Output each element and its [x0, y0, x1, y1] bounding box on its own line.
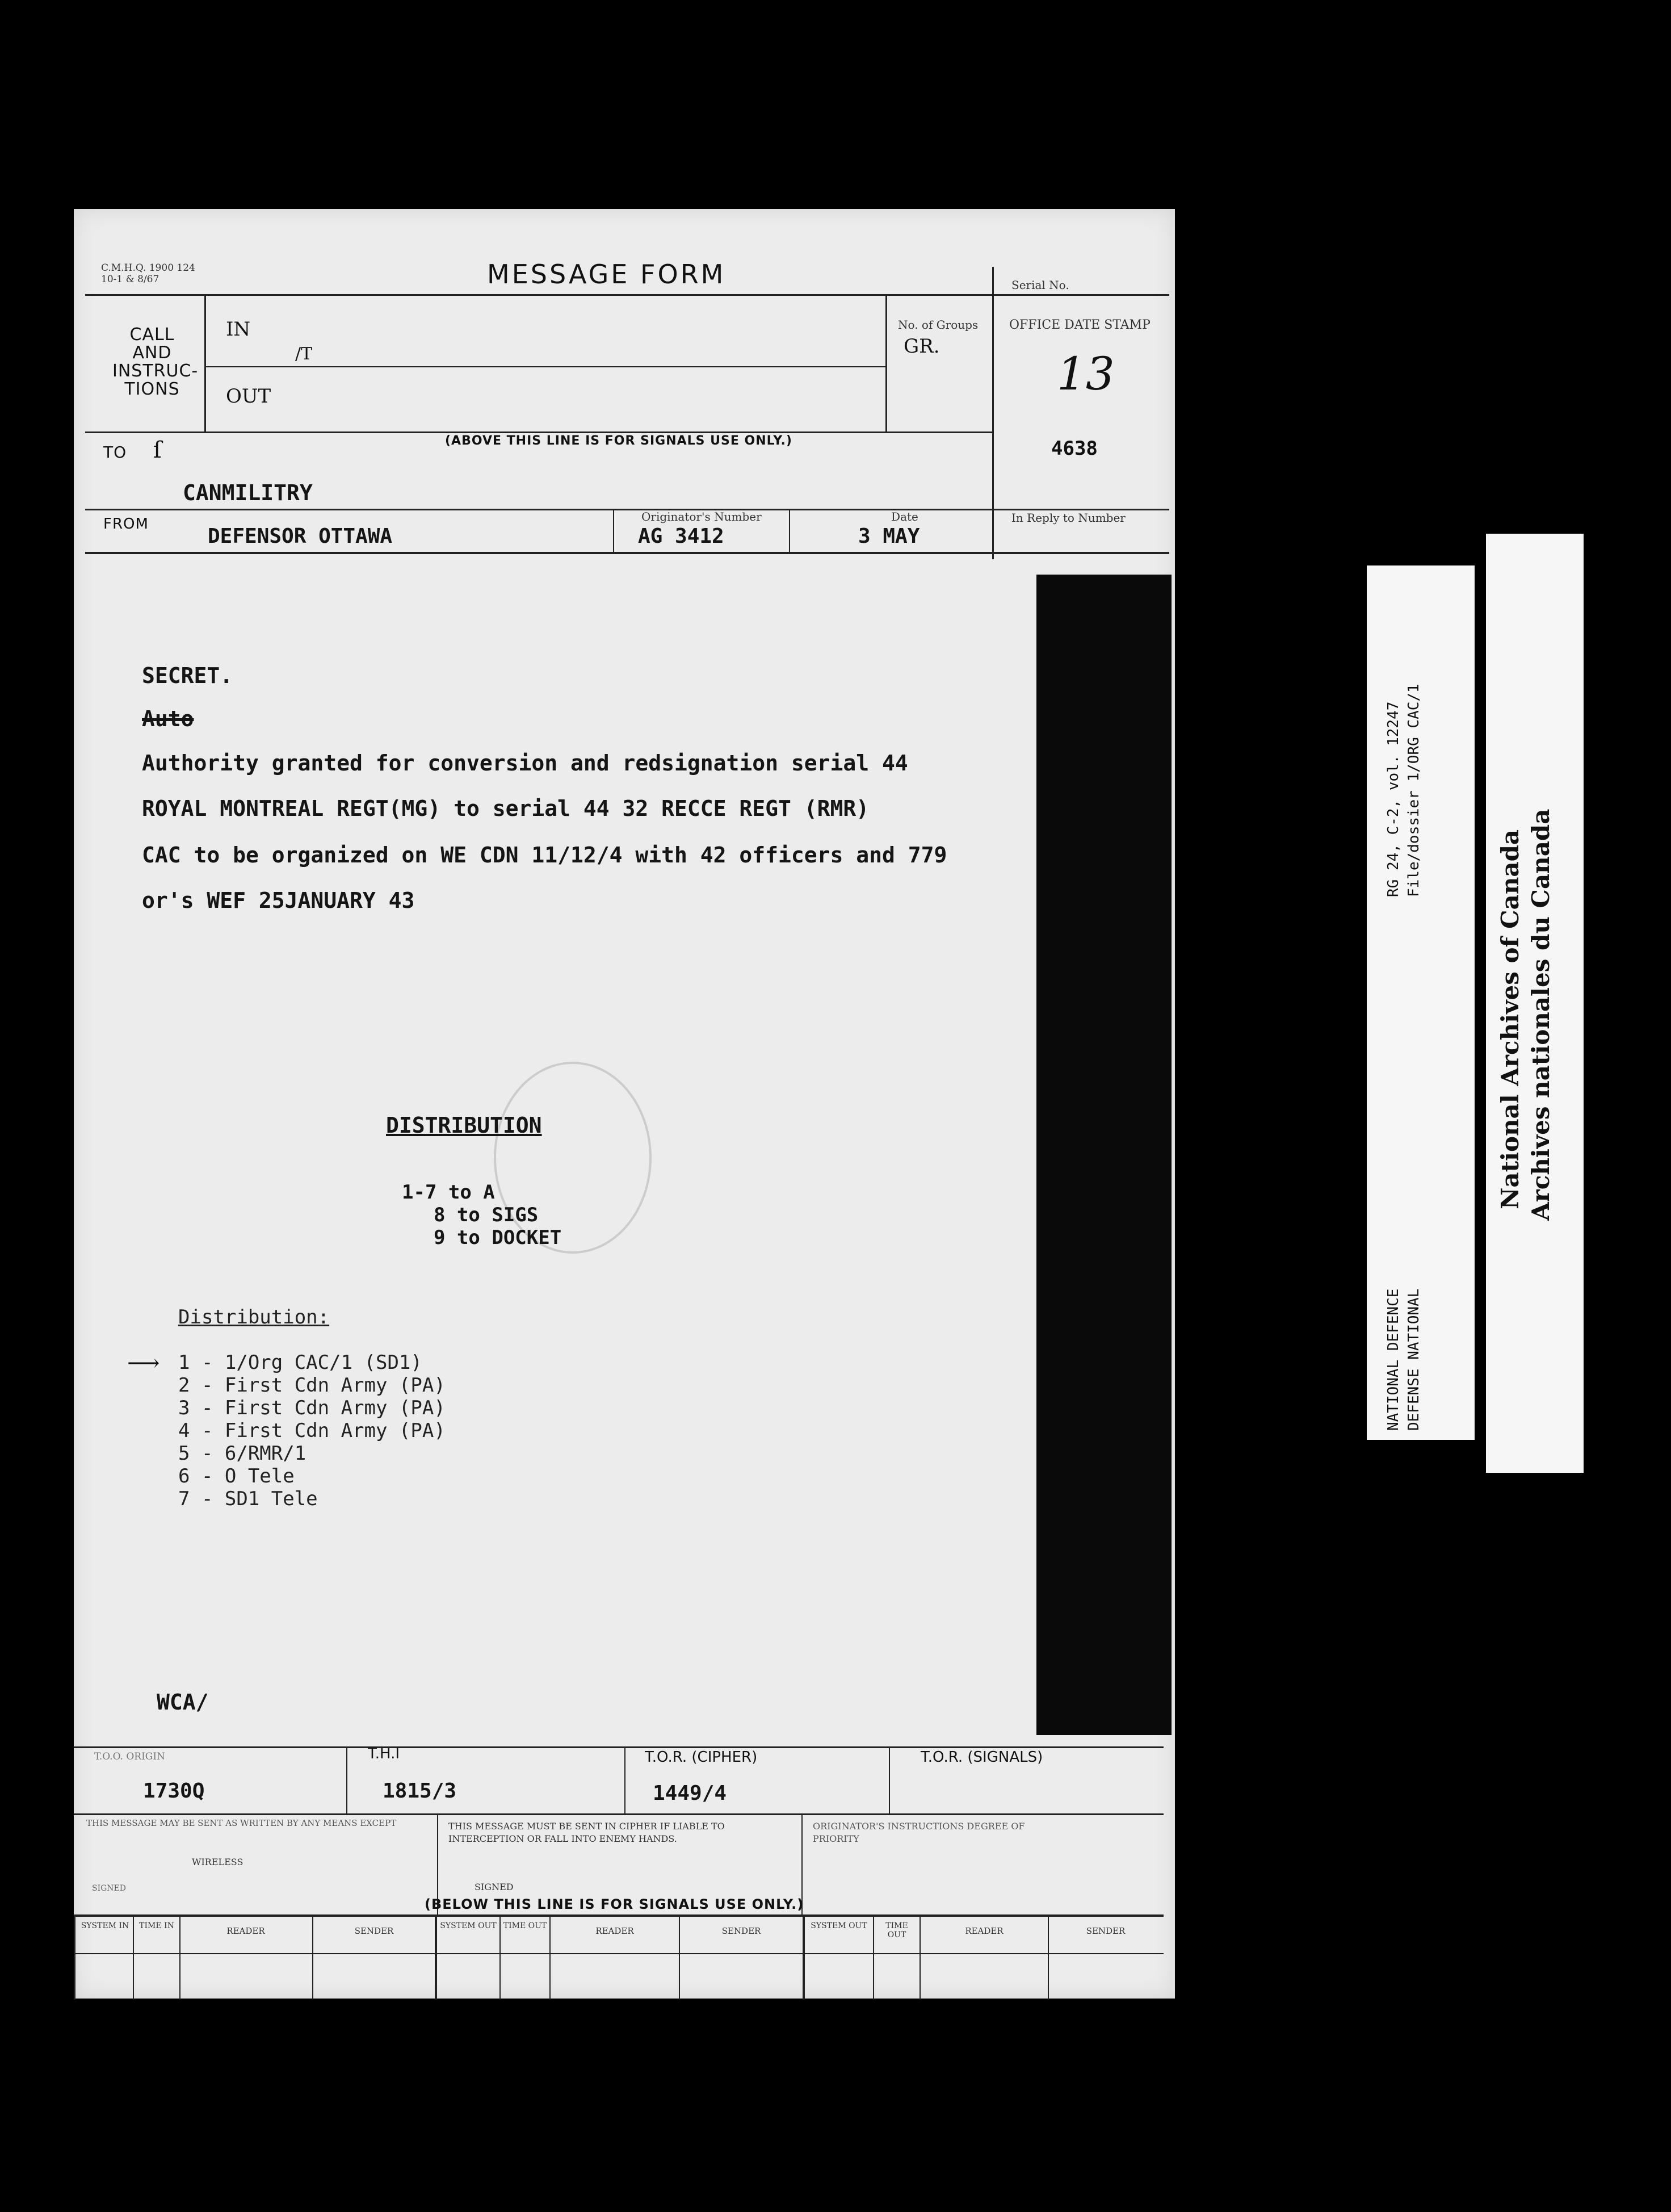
table-col-5 [499, 1917, 501, 2000]
body-line-3: CAC to be organized on WE CDN 11/12/4 with 42 officers and 779 [142, 843, 947, 868]
table-col-6 [549, 1917, 551, 2000]
originator-number-value: AG 3412 [638, 525, 724, 548]
table-col-11 [1048, 1917, 1049, 2000]
rule-thi-left [346, 1746, 347, 1815]
date-value: 3 MAY [858, 525, 920, 548]
archive-ref-line-4: DEFENSE NATIONAL [1405, 1288, 1422, 1431]
distribution2-line-5: 5 - 6/RMR/1 [178, 1442, 307, 1465]
distribution2-line-2: 2 - First Cdn Army (PA) [178, 1374, 446, 1397]
rule-in-out [206, 366, 885, 367]
tor-signals-label: T.O.R. (SIGNALS) [921, 1749, 1043, 1766]
col-sender-1: SENDER [354, 1926, 394, 1936]
distribution-line-3: 9 to DOCKET [434, 1226, 562, 1249]
col-reader-1: READER [226, 1926, 265, 1936]
rule-cipher-left [624, 1746, 625, 1815]
in-label: IN [226, 318, 251, 341]
tor-cipher-label: T.O.R. (CIPHER) [645, 1749, 758, 1766]
cipher-note: THIS MESSAGE MUST BE SENT IN CIPHER IF LIABLE TO INTERCEPTION OR FALL INTO ENEMY HANDS. [448, 1821, 725, 1844]
rule-groups-left [885, 296, 887, 432]
table-col-1 [133, 1917, 134, 2000]
originator-number-label: Originator's Number [641, 510, 762, 523]
rule-footer-mid [74, 1813, 1164, 1815]
form-code-line1: C.M.H.Q. 1900 124 [101, 262, 195, 274]
groups-label: No. of Groups [898, 318, 979, 332]
redacted-area [1036, 575, 1172, 1735]
form-title: MESSAGE FORM [487, 259, 726, 290]
rule-from-bottom [85, 552, 1169, 554]
initials: WCA/ [157, 1690, 209, 1715]
table-col-7 [679, 1917, 680, 2000]
to-value: CANMILITRY [183, 480, 313, 505]
rule-signals [85, 431, 993, 433]
rule-top [85, 294, 1169, 296]
table-header-rule [74, 1953, 1164, 1954]
col-sender-3: SENDER [1086, 1926, 1126, 1936]
table-left [74, 1917, 75, 2000]
message-number: 4638 [1051, 437, 1098, 460]
from-value: DEFENSOR OTTAWA [208, 525, 393, 548]
col-system-in: SYSTEM IN [81, 1921, 129, 1930]
groups-value: GR. [904, 335, 940, 358]
table-col-3 [312, 1917, 313, 2000]
rule-signals-left [889, 1746, 890, 1815]
table-col-10 [920, 1917, 921, 2000]
rule-stamp-left [992, 267, 994, 559]
reply-number-label: In Reply to Number [1011, 511, 1126, 525]
col-sender-2: SENDER [721, 1926, 761, 1936]
table-col-2 [179, 1917, 180, 2000]
col-reader-2: READER [595, 1926, 634, 1936]
rule-from-top [85, 509, 1169, 510]
distribution-line-2: 8 to SIGS [434, 1204, 539, 1226]
in-mark: /T [295, 344, 313, 364]
tor-cipher-value: 1449/4 [653, 1782, 727, 1805]
col-time-in: TIME IN [139, 1921, 174, 1930]
distribution-line-1: 1-7 to A [402, 1181, 495, 1204]
distribution2-line-6: 6 - O Tele [178, 1465, 295, 1488]
office-date-stamp-value: 13 [1057, 347, 1115, 400]
col-system-out-2: SYSTEM OUT [811, 1921, 867, 1930]
arrow-icon: ⟶ [127, 1350, 160, 1376]
table-col-9 [873, 1917, 874, 2000]
thi-value: 1815/3 [383, 1779, 457, 1803]
thi-label: T.H.I [368, 1745, 400, 1762]
signals-use-note: (ABOVE THIS LINE IS FOR SIGNALS USE ONLY.) [445, 434, 792, 448]
rule-footer-top [74, 1746, 1164, 1748]
archive-name-en: National Archives of Canada [1496, 829, 1524, 1209]
date-label: Date [891, 510, 918, 523]
origin-value: 1730Q [143, 1779, 205, 1803]
out-label: OUT [226, 385, 271, 408]
below-signals-note: (BELOW THIS LINE IS FOR SIGNALS USE ONLY.) [425, 1896, 804, 1912]
archive-ref-line-3: NATIONAL DEFENCE [1385, 1288, 1402, 1431]
rule-call-right [204, 296, 206, 432]
rule-date-left [789, 509, 790, 554]
distribution2-line-4: 4 - First Cdn Army (PA) [178, 1419, 446, 1442]
col-reader-3: READER [965, 1926, 1004, 1936]
body-line-4: or's WEF 25JANUARY 43 [142, 888, 415, 913]
table-col-4 [435, 1917, 437, 2000]
classification: SECRET. [142, 663, 233, 688]
table-col-8 [803, 1917, 805, 2000]
signed-label-1: SIGNED [92, 1884, 126, 1893]
archive-ref-line-1: RG 24, C-2, vol. 12247 [1385, 701, 1402, 897]
to-mark-icon: ſ [153, 437, 162, 463]
distribution2-line-7: 7 - SD1 Tele [178, 1488, 318, 1510]
col-time-out-2: TIME OUT [885, 1921, 908, 1939]
form-code-line2: 10-1 & 8/67 [101, 274, 159, 285]
struck-word: Auto [142, 706, 194, 731]
distribution2-line-1: 1 - 1/Org CAC/1 (SD1) [178, 1351, 422, 1374]
originators-instructions: ORIGINATOR'S INSTRUCTIONS DEGREE OF PRIORITY [813, 1821, 1025, 1844]
sent-as-written-note: THIS MESSAGE MAY BE SENT AS WRITTEN BY ANY MEANS EXCEPT [86, 1818, 397, 1828]
origin-label: T.O.O. ORIGIN [94, 1751, 165, 1762]
distribution2-line-3: 3 - First Cdn Army (PA) [178, 1397, 446, 1419]
wireless-label: WIRELESS [192, 1857, 243, 1867]
call-instructions-label: CALL AND INSTRUC- TIONS [112, 325, 199, 399]
body-line-1: Authority granted for conversion and redsignation serial 44 [142, 751, 908, 776]
rule-footer-low [74, 1914, 1164, 1917]
archive-name-fr: Archives nationales du Canada [1527, 808, 1555, 1221]
signed-label-2: SIGNED [475, 1882, 514, 1892]
body-line-2: ROYAL MONTREAL REGT(MG) to serial 44 32 RECCE REGT (RMR) [142, 796, 870, 821]
rule-originator-left [613, 509, 614, 554]
to-label: TO [103, 443, 127, 462]
archive-ref-line-2: File/dossier 1/ORG CAC/1 [1405, 684, 1422, 897]
from-label: FROM [103, 516, 149, 533]
office-date-stamp-label: OFFICE DATE STAMP [1009, 318, 1151, 332]
distribution-title: DISTRIBUTION [386, 1113, 542, 1138]
distribution2-title: Distribution: [178, 1306, 330, 1329]
col-system-out-1: SYSTEM OUT [440, 1921, 497, 1930]
serial-label: Serial No. [1011, 278, 1069, 292]
col-time-out-1: TIME OUT [503, 1921, 547, 1930]
